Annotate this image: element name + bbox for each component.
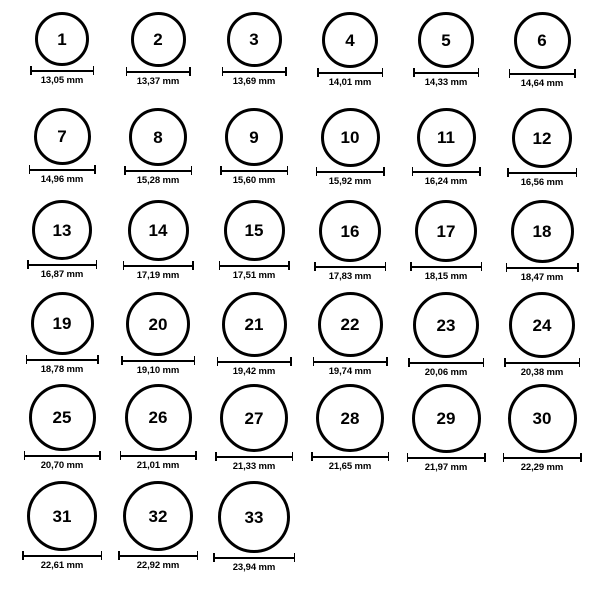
dimension-annotation <box>410 262 482 284</box>
ring-size-cell <box>302 384 398 474</box>
ring-size-cell <box>398 12 494 90</box>
dimension-annotation <box>313 357 388 379</box>
ring-circle <box>35 12 89 66</box>
ring-circle <box>220 384 288 452</box>
dimension-bar-icon <box>506 263 579 271</box>
ring-diameter-label: 13,05 mm <box>40 75 84 86</box>
dimension-bar-icon <box>316 167 385 175</box>
ring-diameter-label: 14,96 mm <box>40 174 84 185</box>
dimension-annotation <box>407 453 486 475</box>
ring-diameter-label: 14,01 mm <box>328 77 372 88</box>
dimension-bar-icon <box>410 262 482 270</box>
ring-size-cell <box>14 108 110 187</box>
ring-size-cell <box>110 384 206 473</box>
dimension-bar-icon <box>120 451 197 459</box>
ring-size-label: 10 <box>340 128 360 147</box>
ring-diameter-label: 15,60 mm <box>232 175 276 186</box>
ring-circle <box>418 12 474 68</box>
ring-circle <box>32 200 92 260</box>
dimension-annotation <box>118 551 198 573</box>
ring-size-label: 8 <box>153 127 163 147</box>
ring-size-label: 4 <box>345 30 355 50</box>
ring-circle <box>225 108 283 166</box>
ring-size-label: 28 <box>340 408 360 428</box>
ring-circle <box>224 200 285 261</box>
dimension-bar-icon <box>123 261 194 269</box>
ring-circle <box>322 12 378 68</box>
ring-size-label: 6 <box>537 31 547 50</box>
dimension-annotation <box>120 451 197 473</box>
ring-size-cell <box>398 384 494 475</box>
ring-diameter-label: 21,97 mm <box>424 462 468 473</box>
dimension-annotation <box>123 261 194 283</box>
ring-diameter-label: 13,69 mm <box>232 76 276 87</box>
ring-circle <box>412 384 481 453</box>
dimension-annotation <box>30 66 94 88</box>
ring-size-label: 15 <box>244 221 264 240</box>
dimension-bar-icon <box>507 168 577 176</box>
dimension-annotation <box>124 166 192 188</box>
ring-size-label: 13 <box>52 220 72 240</box>
ring-circle <box>129 108 187 166</box>
ring-circle <box>31 292 94 355</box>
ring-diameter-label: 21,33 mm <box>232 461 276 472</box>
ring-circle <box>413 292 479 358</box>
ring-circle <box>125 384 192 451</box>
dimension-annotation <box>213 553 295 575</box>
ring-size-cell <box>206 292 302 379</box>
ring-size-label: 11 <box>437 128 455 147</box>
ring-size-cell <box>14 292 110 377</box>
dimension-bar-icon <box>503 453 582 461</box>
ring-diameter-label: 17,51 mm <box>232 270 276 281</box>
ring-diameter-label: 22,29 mm <box>520 462 564 473</box>
dimension-bar-icon <box>317 68 383 76</box>
ring-size-label: 12 <box>532 128 552 148</box>
ring-size-label: 22 <box>340 315 360 334</box>
ring-diameter-label: 15,28 mm <box>136 175 180 186</box>
ring-size-cell <box>398 292 494 380</box>
ring-size-cell <box>14 12 110 88</box>
ring-size-cell <box>494 384 590 475</box>
ring-size-label: 3 <box>249 30 259 49</box>
dimension-bar-icon <box>29 165 96 173</box>
dimension-annotation <box>24 451 101 473</box>
ring-size-cell <box>302 108 398 189</box>
ring-diameter-label: 13,37 mm <box>136 76 180 87</box>
ring-size-cell <box>398 200 494 284</box>
ring-circle <box>514 12 571 69</box>
ring-size-cell <box>494 108 590 190</box>
dimension-annotation <box>311 452 389 474</box>
ring-diameter-label: 18,78 mm <box>40 364 84 375</box>
ring-diameter-label: 20,38 mm <box>520 367 564 378</box>
ring-diameter-label: 14,33 mm <box>424 77 468 88</box>
ring-diameter-label: 21,65 mm <box>328 461 372 472</box>
ring-circle <box>123 481 193 551</box>
ring-size-cell <box>206 200 302 283</box>
dimension-bar-icon <box>509 69 576 77</box>
ring-size-label: 29 <box>436 409 456 428</box>
ring-circle <box>131 12 186 67</box>
ring-size-cell <box>110 292 206 378</box>
ring-size-label: 7 <box>57 127 67 146</box>
dimension-bar-icon <box>408 358 484 366</box>
ring-size-cell <box>302 292 398 379</box>
ring-diameter-label: 22,61 mm <box>40 560 84 571</box>
dimension-annotation <box>215 452 293 474</box>
ring-size-label: 25 <box>52 408 72 427</box>
dimension-bar-icon <box>121 356 195 364</box>
ring-size-label: 23 <box>436 315 456 335</box>
ring-size-cell <box>110 108 206 188</box>
ring-circle <box>417 108 476 167</box>
dimension-annotation <box>219 261 290 283</box>
dimension-bar-icon <box>311 452 389 460</box>
dimension-annotation <box>317 68 383 90</box>
ring-circle <box>415 200 477 262</box>
ring-diameter-label: 19,42 mm <box>232 366 276 377</box>
ring-diameter-label: 16,87 mm <box>40 269 84 280</box>
dimension-bar-icon <box>126 67 191 75</box>
ring-diameter-label: 20,70 mm <box>40 460 84 471</box>
ring-diameter-label: 18,47 mm <box>520 272 564 283</box>
dimension-bar-icon <box>118 551 198 559</box>
ring-circle <box>316 384 384 452</box>
ring-size-label: 32 <box>148 506 168 526</box>
ring-circle <box>319 200 381 262</box>
dimension-annotation <box>316 167 385 189</box>
ring-diameter-label: 23,94 mm <box>232 562 276 573</box>
ring-size-label: 31 <box>52 506 72 526</box>
ring-circle <box>509 292 575 358</box>
ring-size-cell <box>302 200 398 284</box>
dimension-bar-icon <box>26 355 99 363</box>
dimension-annotation <box>121 356 195 378</box>
dimension-bar-icon <box>213 553 295 561</box>
ring-diameter-label: 15,92 mm <box>328 176 372 187</box>
dimension-bar-icon <box>24 451 101 459</box>
ring-size-label: 30 <box>532 409 552 428</box>
ring-size-cell <box>110 200 206 283</box>
ring-circle <box>27 481 97 551</box>
ring-size-label: 2 <box>153 30 163 49</box>
ring-circle <box>34 108 91 165</box>
ring-diameter-label: 14,64 mm <box>520 78 564 89</box>
dimension-annotation <box>22 551 102 573</box>
ring-size-cell <box>206 12 302 89</box>
dimension-annotation <box>412 167 481 189</box>
ring-circle <box>128 200 189 261</box>
ring-diameter-label: 22,92 mm <box>136 560 180 571</box>
ring-size-label: 1 <box>57 29 67 49</box>
ring-size-label: 24 <box>532 315 552 335</box>
dimension-bar-icon <box>124 166 192 174</box>
ring-diameter-label: 18,15 mm <box>424 271 468 282</box>
dimension-annotation <box>126 67 191 89</box>
dimension-bar-icon <box>22 551 102 559</box>
dimension-annotation <box>509 69 576 91</box>
dimension-annotation <box>413 68 479 90</box>
ring-circle <box>29 384 96 451</box>
ring-diameter-label: 19,10 mm <box>136 365 180 376</box>
ring-size-label: 9 <box>249 127 259 147</box>
ring-size-cell <box>14 200 110 282</box>
dimension-bar-icon <box>314 262 386 270</box>
ring-size-label: 33 <box>244 507 264 527</box>
ring-circle <box>227 12 282 67</box>
dimension-bar-icon <box>30 66 94 74</box>
ring-diameter-label: 20,06 mm <box>424 367 468 378</box>
ring-circle <box>508 384 577 453</box>
ring-diameter-label: 16,56 mm <box>520 177 564 188</box>
ring-size-label: 5 <box>441 30 451 50</box>
ring-circle <box>126 292 190 356</box>
ring-size-label: 17 <box>436 221 456 241</box>
dimension-bar-icon <box>504 358 580 366</box>
ring-diameter-label: 17,19 mm <box>136 270 180 281</box>
ring-size-label: 27 <box>244 408 264 428</box>
dimension-annotation <box>220 166 288 188</box>
ring-size-cell <box>14 384 110 473</box>
ring-size-cell <box>494 200 590 285</box>
dimension-bar-icon <box>222 67 287 75</box>
ring-circle <box>222 292 287 357</box>
dimension-annotation <box>29 165 96 187</box>
dimension-annotation <box>217 357 292 379</box>
dimension-bar-icon <box>407 453 486 461</box>
dimension-bar-icon <box>412 167 481 175</box>
ring-diameter-label: 19,74 mm <box>328 366 372 377</box>
ring-size-label: 19 <box>52 314 72 333</box>
dimension-bar-icon <box>215 452 293 460</box>
ring-diameter-label: 17,83 mm <box>328 271 372 282</box>
ring-circle <box>318 292 383 357</box>
ring-size-cell <box>398 108 494 189</box>
ring-diameter-label: 16,24 mm <box>424 176 468 187</box>
dimension-bar-icon <box>219 261 290 269</box>
dimension-annotation <box>408 358 484 380</box>
ring-circle <box>218 481 290 553</box>
dimension-bar-icon <box>413 68 479 76</box>
ring-size-cell <box>14 481 110 573</box>
ring-circle <box>511 200 574 263</box>
ring-size-label: 20 <box>148 314 168 334</box>
ring-circle <box>321 108 380 167</box>
ring-size-cell <box>206 108 302 188</box>
ring-size-label: 21 <box>244 315 264 334</box>
ring-diameter-label: 21,01 mm <box>136 460 180 471</box>
ring-size-cell <box>110 12 206 89</box>
ring-circle <box>512 108 572 168</box>
ring-size-label: 16 <box>340 221 360 241</box>
ring-size-cell <box>110 481 206 573</box>
ring-size-cell <box>494 12 590 91</box>
dimension-annotation <box>504 358 580 380</box>
dimension-bar-icon <box>313 357 388 365</box>
ring-size-cell <box>206 481 302 575</box>
ring-size-label: 18 <box>532 222 552 241</box>
dimension-annotation <box>503 453 582 475</box>
dimension-bar-icon <box>217 357 292 365</box>
ring-size-label: 26 <box>148 408 168 427</box>
dimension-annotation <box>507 168 577 190</box>
dimension-annotation <box>506 263 579 285</box>
dimension-bar-icon <box>27 260 97 268</box>
ring-size-cell <box>206 384 302 474</box>
dimension-annotation <box>26 355 99 377</box>
dimension-annotation <box>314 262 386 284</box>
dimension-bar-icon <box>220 166 288 174</box>
dimension-annotation <box>27 260 97 282</box>
ring-size-cell <box>302 12 398 90</box>
ring-size-cell <box>494 292 590 380</box>
ring-size-label: 14 <box>148 221 168 240</box>
dimension-annotation <box>222 67 287 89</box>
